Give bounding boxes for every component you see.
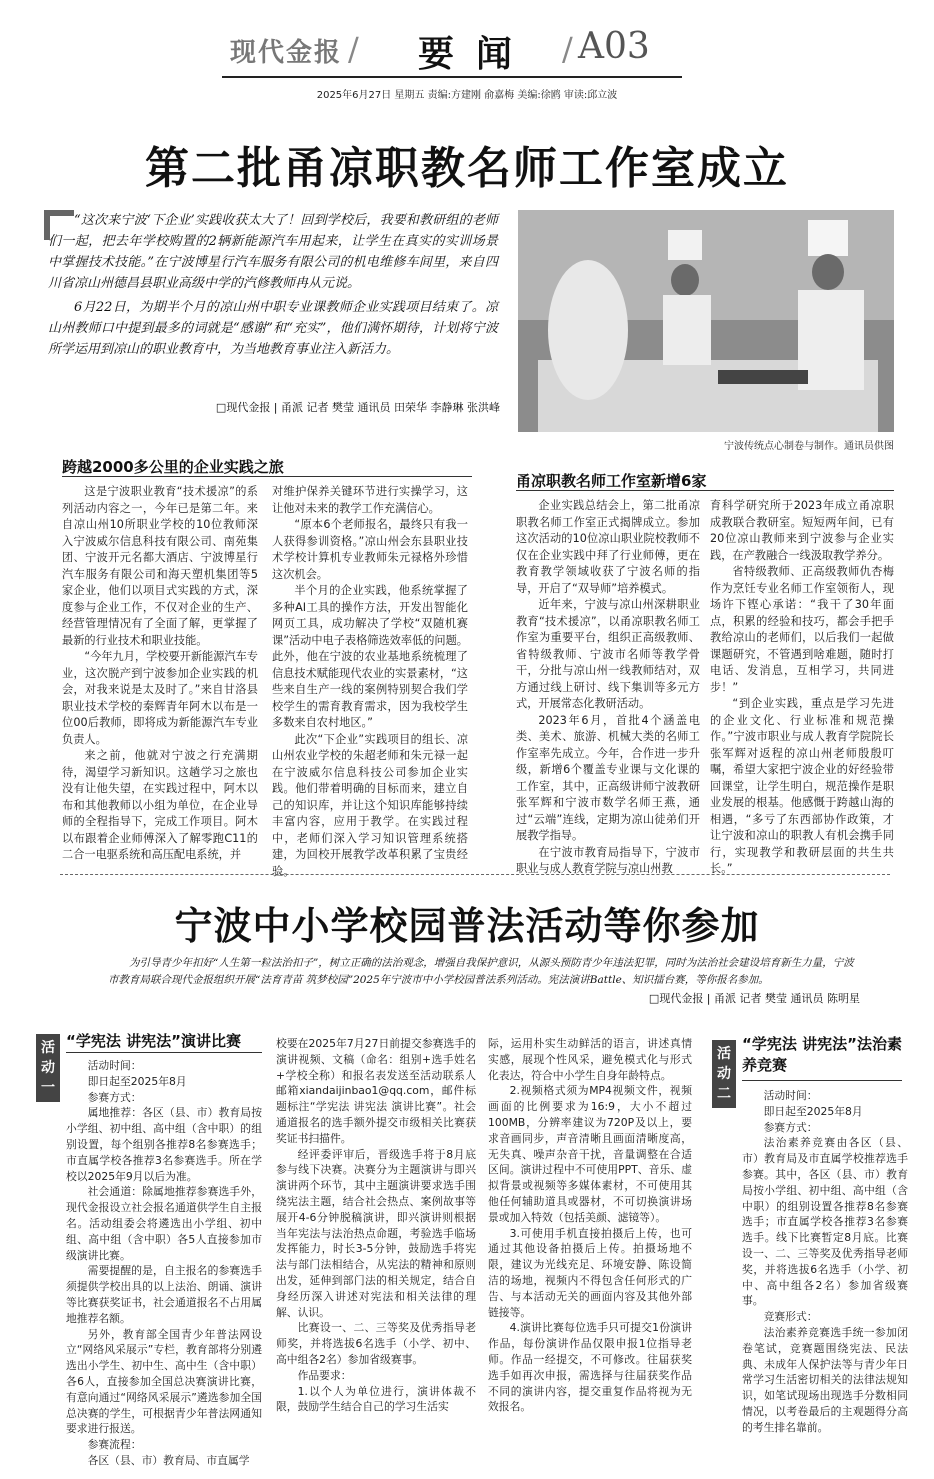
body-paragraph: 校要在2025年7月27日前提交参赛选手的演讲视频、文稿（命名：组别+选手姓名+学校全称）和报名表发送至活动联系人邮箱xiandaijinbao1@qq.com，邮件标题标注“学宪法 讲宪法 演讲比赛”。社会通道报名的选手额外提交市级相关比赛获奖证书扫描件。 xyxy=(276,1037,476,1145)
article2-intro xyxy=(108,955,858,989)
body-paragraph: 育科学研究所于2023年成立甬凉职成教联合教研室。短短两年间，已有20位凉山教师来到宁波参与企业实践，在产教融合一线汲取教学养分。 xyxy=(710,499,894,562)
body-paragraph: 各区（县、市）教育局、市直属学 xyxy=(87,1453,250,1467)
intro-paragraph: 为引导青少年扣好“人生第一粒法治扣子”，树立正确的法治观念，增强自我保护意识，从源头预防青少年违法犯罪，同时为法治社会建设培育新生力量，宁波市教育局联合现代金报组织开展“法育青苗 筑梦校园”2025年宁波市中小学校园普法系列活动。宪法演讲Battle、知识擂台赛，等你报名参加。 xyxy=(108,957,854,986)
field-label: 作品要求： xyxy=(297,1368,352,1382)
field-label: 参赛方式： xyxy=(763,1120,818,1134)
article1-photo xyxy=(518,210,894,432)
article1-lead xyxy=(48,210,498,363)
article1-byline: □现代金报 | 甬派 记者 樊莹 通讯员 田荣华 李静琳 张洪峰 xyxy=(215,401,500,414)
section1-column-1 xyxy=(62,484,258,864)
field-label: 竞赛形式： xyxy=(763,1310,818,1324)
page-number: A03 xyxy=(578,26,650,67)
activity1-rule xyxy=(66,1052,262,1053)
chefs-photo-illustration xyxy=(518,210,894,432)
activity1-tag: 活动一 xyxy=(36,1034,60,1102)
body-paragraph: 另外，教育部全国青少年普法网设立“网络风采展示”专栏，教育部将分别遴选出小学生、初中生、高中生（含中职）各6人，直接参加全国总决赛演讲比赛，有意向通过“网络风采展示”遴选参加全国总决赛的学生，可根据青少年普法网通知要求进行报送。 xyxy=(66,1327,262,1436)
body-paragraph: 法治素养竞赛选手统一参加闭卷笔试，竞赛题围绕宪法、民法典、未成年人保护法等与青少年日常学习生活密切相关的法律法规知识，如笔试现场出现选手分数相同情况，以考卷最后的主观题得分高的考生排名靠前。 xyxy=(742,1325,908,1434)
field-value: 即日起至2025年8月 xyxy=(763,1104,863,1118)
field-value: 即日起至2025年8月 xyxy=(87,1074,187,1088)
activity2-rule xyxy=(742,1080,902,1081)
body-paragraph: 此次“下企业”实践项目的组长、凉山州农业学校的朱超老师和朱元禄一起在宁波威尔信息科技公司参加企业实践。他们带着明确的目标而来，建立自己的知识库，并让这个知识库能够持续丰富内容，应用于教学。在实践过程中，老师们深入学习知识管理系统搭建，为回校开展教学改革积累了宝贵经验。 xyxy=(272,732,468,878)
body-paragraph: 在宁波市教育局指导下，宁波市职业与成人教育学院与凉山州教 xyxy=(516,845,700,875)
body-paragraph: “到企业实践，重点是学习先进的企业文化、行业标准和规范操作。”宁波市职业与成人教育学院院长张军辉对返程的凉山州老师殷殷叮嘱，希望大家把宁波企业的好经验带回课堂，让学生明白，规范操作是职业发展的根基。他感慨于跨越山海的相遇，“多亏了东西部协作政策，才让宁波和凉山的职教人有机会携手同行，实现教学和教研层面的共生共长。” xyxy=(710,697,894,875)
body-paragraph: 社会通道：除属地推荐参赛选手外，现代金报设立社会报名通道供学生自主报名。活动组委会将遴选出小学组、初中组、高中组（含中职）各5人直接参加市级演讲比赛。 xyxy=(66,1185,262,1262)
section2-column-1 xyxy=(516,498,700,878)
section1-title: 跨越2000多公里的企业实践之旅 xyxy=(62,458,284,476)
lead-paragraph: 6月22日，为期半个月的凉山州中职专业课教师企业实践项目结束了。凉山州教师口中提到最多的词就是“感谢”和“充实”，他们满怀期待，计划将宁波所学运用到凉山的职业教育中，为当地教育事业注入新活力。 xyxy=(48,300,498,357)
body-paragraph: “原本6个老师报名，最终只有我一人获得参训资格。”凉山州会东县职业技术学校计算机专业教师朱元禄格外珍惜这次机会。 xyxy=(272,518,468,581)
body-paragraph: 对维护保养关键环节进行实操学习，这让他对未来的教学工作充满信心。 xyxy=(272,485,468,515)
field-label: 参赛流程： xyxy=(87,1438,142,1452)
body-paragraph: 需要提醒的是，自主报名的参赛选手须提供学校出具的以上法治、朗诵、演讲等比赛获奖证书，社会通道报名不占用属地推荐名额。 xyxy=(66,1264,262,1325)
article2-headline: 宁波中小学校园普法活动等你参加 xyxy=(174,904,760,948)
section2-column-2 xyxy=(710,498,894,878)
activity1-title: “学宪法 讲宪法”演讲比赛 xyxy=(66,1032,241,1050)
body-paragraph: 1.以个人为单位进行，演讲体裁不限，鼓励学生结合自己的学习生活实 xyxy=(276,1384,476,1414)
activity1-column-1 xyxy=(66,1058,262,1469)
body-paragraph: 际，运用朴实生动鲜活的语言，讲述真情实感，展现个性风采，避免模式化与形式化表达，符合中小学生自身年龄特点。 xyxy=(488,1037,692,1082)
paper-name: 现代金报 xyxy=(230,38,343,68)
activity2-column xyxy=(742,1088,908,1436)
body-paragraph: 比赛设一、二、三等奖及优秀指导老师奖，并将选拔6名选手（小学、初中、高中组各2名）参加省级赛事。 xyxy=(276,1321,476,1366)
body-paragraph: “今年九月，学校要开新能源汽车专业，这次脱产到宁波参加企业实践的机会，对我来说是太及时了。”来自甘洛县职业技术学校的秦辉青年阿木以布是一位00后教师，即将成为新能源汽车专业负责人。 xyxy=(62,650,258,746)
activity1-column-3 xyxy=(488,1036,692,1415)
section1-column-2 xyxy=(272,484,468,880)
section2-rule xyxy=(516,490,894,491)
body-paragraph: 省特级教师、正高级教师仇杏梅作为烹饪专业名师工作室领衔人，现场许下铿心承诺：“我干了30年面点，积累的经验和技巧，都会手把手教给凉山的老师们，以后我们一起做课题研究，不管遇到啥难题，随时打电话、发消息，互相学习，共同进步！” xyxy=(710,565,894,694)
field-label: 活动时间： xyxy=(87,1059,142,1072)
masthead-rule xyxy=(222,76,682,78)
article-divider xyxy=(60,874,890,875)
section2-title: 甬凉职教名师工作室新增6家 xyxy=(516,472,707,490)
field-label: 参赛方式： xyxy=(87,1090,142,1104)
article1-headline: 第二批甬凉职教名师工作室成立 xyxy=(145,143,789,194)
photo-caption: 宁波传统点心制卷与制作。通讯员供图 xyxy=(724,441,894,452)
body-paragraph: 2.视频格式须为MP4视频文件，视频画面的比例要求为16:9，大小不超过100MB，分辨率建议为720P及以上，要求音画同步，声音清晰且画面清晰度高，无失真、噪声杂音干扰，音量调整在合适区间。演讲过程中不可使用PPT、音乐、虚拟背景或视频等多媒体素材，不可使用其他任何辅助道具或器材，不可切换演讲场景或加入特效（包括美颜、滤镜等）。 xyxy=(488,1084,692,1224)
body-paragraph: 这是宁波职业教育“技术援凉”的系列活动内容之一，今年已是第二年。来自凉山州10所职业学校的10位教师深入宁波威尔信息科技有限公司、南苑集团、宁波开元名都大酒店、宁波博星行汽车服务有限公司和海天塑机集团等5家企业，他们以项目式实践的方式，深度参与企业工作，不仅对企业的生产、经营管理情况有了全面了解，更掌握了最新的行业技术和职业技能。 xyxy=(62,485,258,647)
dateline: 2025年6月27日 星期五 责编:方建刚 俞嘉梅 美编:徐鸥 审读:邱立波 xyxy=(316,90,618,101)
section1-rule xyxy=(62,476,472,477)
body-paragraph: 经评委评审后，晋级选手将于8月底参与线下决赛。决赛分为主题演讲与即兴演讲两个环节，其中主题演讲要求选手围绕宪法主题，结合社会热点、案例故事等展开4-6分钟脱稿演讲，即兴演讲则根据当年宪法与法治热点命题，考验选手临场发挥能力，时长3-5分钟，鼓励选手将宪法与部门法相结合，从宪法的精神和原则出发，延伸到部门法的相关规定，结合自身经历深入讲述对宪法和相关法律的理解、认识。 xyxy=(276,1147,476,1319)
body-paragraph: 半个月的企业实践，他系统掌握了多种AI工具的操作方法，开发出智能化网页工具，成功解决了学校“双随机赛课”活动中电子表格筛选效率低的问题。此外，他在宁波的农业基地系统梳理了信息技术赋能现代农业的实景素材，“这些来自生产一线的案例特别契合我们学校学生的需育教育需求，因为我校学生多数来自农村地区。” xyxy=(272,584,468,729)
masthead-separator: / xyxy=(562,30,573,68)
body-paragraph: 4.演讲比赛每位选手只可提交1份演讲作品，每份演讲作品仅限申报1位指导老师。作品一经提交，不可修改。往届获奖选手如再次申报，需选择与往届获奖作品不同的演讲内容，提交重复作品将视为无效报名。 xyxy=(488,1321,692,1414)
body-paragraph: 2023年6月，首批4个涵盖电类、美术、旅游、机械大类的名师工作室率先成立。今年，合作进一步升级，新增6个覆盖专业课与文化课的工作室，其中，正高级讲师宁波教研张军辉和宁波市数学名师王燕，通过“云端”连线，定期为凉山徒弟们开展教学指导。 xyxy=(516,713,700,842)
activity1-column-2 xyxy=(276,1036,476,1415)
article2-byline: □现代金报 | 甬派 记者 樊莹 通讯员 陈明星 xyxy=(648,992,860,1005)
activity2-title: “学宪法 讲宪法”法治素养竞赛 xyxy=(742,1035,902,1074)
body-paragraph: 来之前，他就对宁波之行充满期待，渴望学习新知识。这趟学习之旅也没有让他失望，在实践过程中，阿木以布和其他教师以小组为单位，在企业导师的全程指导下，完成工作项目。阿木以布跟着企业师傅深入了解零跑C11的二合一电驱系统和高压配电系统，并 xyxy=(62,749,258,861)
masthead-separator: / xyxy=(348,30,359,68)
body-paragraph: 近年来，宁波与凉山州深耕职业教育“技术援凉”，以甬凉职教名师工作室为重要平台，组织正高级教师、省特级教师、宁波市名师等教学骨干，分批与凉山州一线教师结对，双方通过线上研讨、线下集训等多元方式，开展常态化教研活动。 xyxy=(516,598,700,710)
field-label: 活动时间： xyxy=(763,1089,818,1102)
body-paragraph: 企业实践总结会上，第二批甬凉职教名师工作室正式揭牌成立。参加这次活动的10位凉山职业院校教师不仅在企业实践中拜了行业师傅，更在教育教学领域收获了宁波名师的指导，开启了“双导师”培养模式。 xyxy=(516,499,700,595)
activity2-tag: 活动二 xyxy=(712,1040,736,1108)
lead-paragraph: “这次来宁波‘下企业’实践收获太大了！回到学校后，我要和教研组的老师们一起，把去年学校购置的2辆新能源汽车用起来，让学生在真实的实训场景中掌握技术技能。”在宁波博星行汽车服务有限公司的机电维修车间里，来自四川省凉山州德昌县职业高级中学的汽修教师冉从元说。 xyxy=(48,213,498,291)
body-paragraph: 3.可使用手机直接拍摄后上传，也可通过其他设备拍摄后上传。拍摄场地不限，建议为光线充足、环境安静、陈设简洁的场地，视频内不得包含任何形式的广告、与本活动无关的画面内容及其他外部链接等。 xyxy=(488,1226,692,1319)
section-name: 要闻 xyxy=(418,33,535,75)
body-paragraph: 法治素养竞赛由各区（县、市）教育局及市直属学校推荐选手参赛。其中，各区（县、市）教育局按小学组、初中组、高中组（含中职）的组别设置各推荐8名参赛选手；市直属学校各推荐3名参赛选手。线下比赛暂定8月底。比赛设一、二、三等奖及优秀指导老师奖，并将选拔6名选手（小学、初中、高中组各2名）参加省级赛事。 xyxy=(742,1136,908,1308)
body-paragraph: 属地推荐：各区（县、市）教育局按小学组、初中组、高中组（含中职）的组别设置，每个组别各推荐8名参赛选手；市直属学校各推荐3名参赛选手。所在学校以2025年9月以后为准。 xyxy=(66,1106,262,1183)
